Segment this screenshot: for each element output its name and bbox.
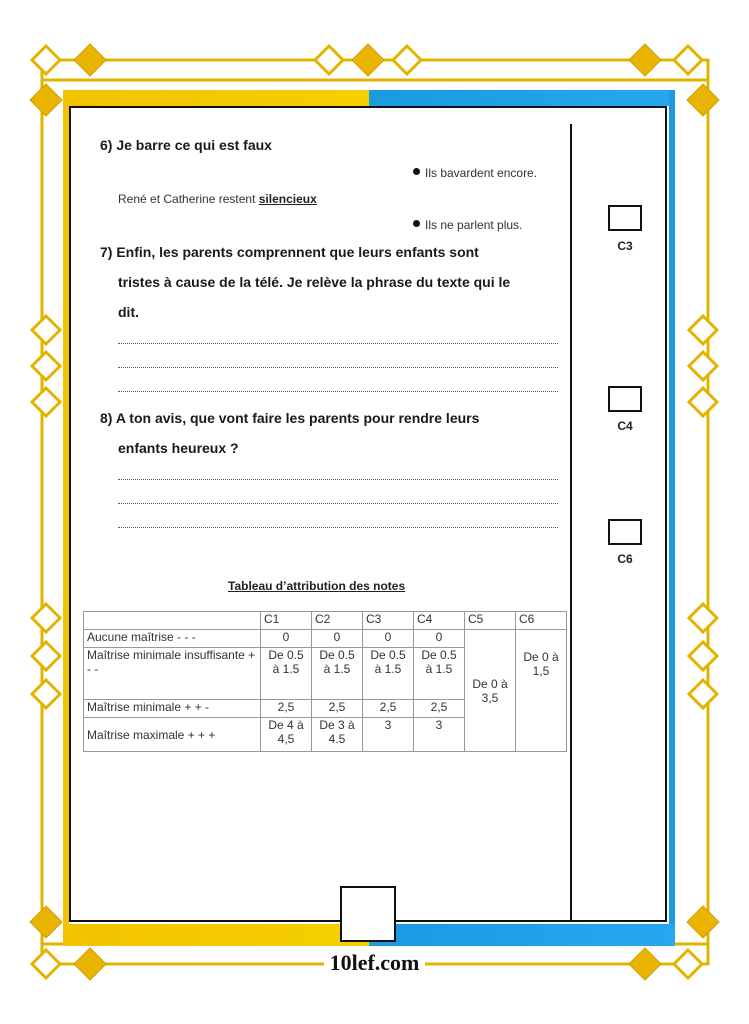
table-cell: 3 <box>414 718 465 752</box>
q6-option-1: Ils bavardent encore. <box>413 166 537 180</box>
score-label-c3: C3 <box>617 239 633 253</box>
table-cell: De 0.5 à 1.5 <box>414 648 465 700</box>
question-8-line-2: enfants heureux ? <box>118 440 239 456</box>
right-color-band <box>669 90 675 946</box>
table-header-cell: C2 <box>312 612 363 630</box>
table-header-cell: C1 <box>261 612 312 630</box>
table-cell: 3 <box>363 718 414 752</box>
table-cell: 2,5 <box>261 700 312 718</box>
grading-table-title: Tableau d’attribution des notes <box>228 579 406 593</box>
table-cell: De 3 à 4.5 <box>312 718 363 752</box>
footer-watermark: 10lef.com <box>0 950 749 976</box>
answer-line[interactable] <box>118 367 558 368</box>
table-cell: 2,5 <box>363 700 414 718</box>
score-label-c6: C6 <box>617 552 633 566</box>
page-number-box <box>340 886 396 942</box>
question-8-line-1: 8) A ton avis, que vont faire les parents pour rendre leurs <box>100 410 480 426</box>
question-7-line-2: tristes à cause de la télé. Je relève la phrase du texte qui le <box>118 274 511 290</box>
bullet-icon <box>413 220 420 227</box>
row-label: Aucune maîtrise - - - <box>84 630 261 648</box>
margin-divider <box>570 124 572 922</box>
question-7-line-3: dit. <box>118 304 139 320</box>
table-cell: De 0.5 à 1.5 <box>261 648 312 700</box>
answer-line[interactable] <box>118 343 558 344</box>
row-label: Maîtrise maximale + + + <box>84 718 261 752</box>
score-label-c4: C4 <box>617 419 633 433</box>
table-cell: De 4 à 4,5 <box>261 718 312 752</box>
q6-underlined-word: silencieux <box>258 192 317 206</box>
q6-option-2: Ils ne parlent plus. <box>413 218 522 232</box>
table-row <box>84 630 567 648</box>
q6-sentence: René et Catherine restent silencieux <box>118 192 317 206</box>
table-cell: De 0.5 à 1.5 <box>312 648 363 700</box>
row-label: Maîtrise minimale + + - <box>84 700 261 718</box>
table-cell-c6-merged: De 0 à 1,5 <box>516 630 567 752</box>
answer-line[interactable] <box>118 391 558 392</box>
score-box-c6[interactable] <box>608 519 642 545</box>
table-header-empty <box>84 612 261 630</box>
answer-line[interactable] <box>118 527 558 528</box>
table-cell: De 0.5 à 1.5 <box>363 648 414 700</box>
grading-table <box>83 611 567 752</box>
table-header-cell: C4 <box>414 612 465 630</box>
table-header-cell: C6 <box>516 612 567 630</box>
answer-line[interactable] <box>118 479 558 480</box>
score-box-c3[interactable] <box>608 205 642 231</box>
table-cell-c5-merged: De 0 à 3,5 <box>465 630 516 752</box>
question-7-line-1: 7) Enfin, les parents comprennent que leurs enfants sont <box>100 244 479 260</box>
top-color-band <box>63 90 675 106</box>
table-cell: 0 <box>414 630 465 648</box>
question-6-title: 6) Je barre ce qui est faux <box>100 137 272 153</box>
bullet-icon <box>413 168 420 175</box>
table-header-cell: C3 <box>363 612 414 630</box>
table-cell: 2,5 <box>414 700 465 718</box>
table-cell: 0 <box>363 630 414 648</box>
row-label: Maîtrise minimale insuffisante + - - <box>84 648 261 700</box>
table-cell: 2,5 <box>312 700 363 718</box>
table-header-row <box>84 612 567 630</box>
table-cell: 0 <box>261 630 312 648</box>
score-box-c4[interactable] <box>608 386 642 412</box>
worksheet-page <box>69 106 667 922</box>
table-cell: 0 <box>312 630 363 648</box>
table-header-cell: C5 <box>465 612 516 630</box>
answer-line[interactable] <box>118 503 558 504</box>
